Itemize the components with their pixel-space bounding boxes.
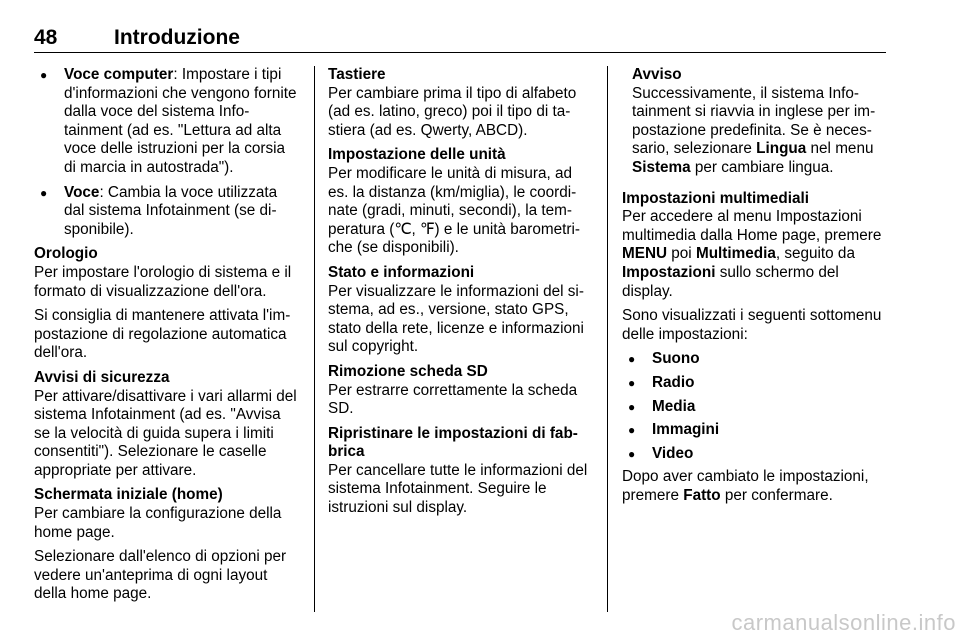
note-box [632, 66, 888, 178]
list-item [34, 66, 300, 178]
column-1 [34, 66, 300, 610]
text-run: nel menu [806, 140, 874, 158]
note-text [632, 85, 888, 178]
section-sd [328, 363, 594, 419]
text-run: , seguito da [775, 245, 855, 263]
menu-item-label: Suono [652, 350, 700, 368]
list-item [622, 445, 888, 464]
text-run: MENU [622, 245, 668, 263]
text-run: Fatto [683, 486, 721, 504]
section-heading: Avvisi di sicurezza [34, 368, 170, 386]
text-run: poi [667, 245, 696, 263]
bullet-text: : Cambia la voce utilizzata dal sistema Infotainment (se disponibile). [64, 183, 278, 238]
paragraph: Sono visualizzati i seguenti sottomenu delle impostazioni: [622, 307, 882, 343]
list-item [622, 350, 888, 369]
section-heading: Stato e informazioni [328, 263, 475, 281]
voice-bullet-list [34, 66, 300, 239]
text-run: Successivamente, il sistema Infotainment si riavvia in inglese per impostazione predefinita. Se è necessario, selezionare [632, 84, 876, 158]
note-heading: Avviso [632, 66, 682, 83]
bullet-term: Voce [64, 183, 100, 201]
paragraph [622, 468, 888, 505]
menu-item-label: Media [652, 397, 696, 415]
list-item [622, 374, 888, 393]
text-run: per confermare. [720, 486, 833, 504]
paragraph: Per cambiare la configurazione della home page. [34, 505, 282, 541]
text-run: Per accedere al menu Impostazioni multimedia dalla Home page, premere [622, 208, 882, 244]
section-multimedia [622, 190, 888, 506]
paragraph: Selezionare dall'elenco di opzioni per vedere un'anteprima di ogni layout della home page. [34, 548, 287, 603]
list-item [622, 421, 888, 440]
text-run: Dopo aver cambiato le impostazioni, premere [622, 468, 869, 504]
section-avvisi [34, 369, 300, 481]
column-divider [314, 66, 315, 612]
watermark: carmanualsonline.info [731, 610, 956, 635]
text-run: sullo schermo del display. [622, 263, 839, 300]
text-run: Sistema [632, 158, 691, 176]
list-item [34, 184, 300, 240]
section-unita [328, 146, 594, 258]
paragraph: Per cambiare prima il tipo di alfabeto (ad es. latino, greco) poi il tipo di tastiera (ad es. Qwerty, ABCD). [328, 84, 577, 139]
section-heading: Rimozione scheda SD [328, 362, 488, 380]
text-run: Impostazioni [622, 263, 716, 281]
section-heading: Impostazione delle unità [328, 146, 506, 164]
page-title: Introduzione [114, 26, 240, 49]
menu-item-label: Radio [652, 373, 695, 391]
menu-item-label: Video [652, 444, 694, 462]
paragraph: Per modificare le unità di misura, ad es. la distanza (km/miglia), le coordinate (gradi, minuti, secondi), la temperatura (℃, ℉) e le unità barometriche (se disponibili). [328, 164, 580, 257]
section-heading: Ripristinare le impostazioni di fabbrica [328, 424, 578, 461]
submenu-list [622, 350, 888, 463]
page-header [34, 26, 886, 53]
section-heading: Tastiere [328, 66, 386, 83]
column-3 [622, 66, 888, 511]
section-tastiere [328, 66, 594, 140]
list-item [622, 398, 888, 417]
paragraph: Per attivare/disattivare i vari allarmi del sistema Infotainment (ad es. "Avvisa se la velocità di guida supera i limiti consentiti"). Selezionare le caselle appropriate per attivare. [34, 387, 297, 479]
section-heading: Orologio [34, 245, 98, 263]
paragraph [622, 208, 888, 301]
menu-item-label: Immagini [652, 421, 720, 439]
section-home [34, 486, 300, 604]
section-reset [328, 425, 594, 518]
bullet-text: : Impostare i tipi d'informazioni che vengono fornite dalla voce del sistema Infotainment (ad es. "Lettura ad alta voce delle istruzioni per la corsia di marcia in autostrada"). [64, 66, 297, 176]
column-2 [328, 66, 594, 524]
section-stato [328, 264, 594, 357]
paragraph: Per visualizzare le informazioni del sistema, ad es., versione, stato GPS, stato della rete, licenze e informazioni sul copyright. [328, 282, 584, 356]
paragraph: Per impostare l'orologio di sistema e il formato di visualizzazione dell'ora. [34, 263, 292, 300]
paragraph: Per estrarre correttamente la scheda SD. [328, 381, 578, 418]
text-run: Multimedia [695, 245, 776, 263]
column-divider [607, 66, 608, 612]
text-run: Lingua [756, 140, 807, 158]
section-heading: Impostazioni multimediali [622, 189, 809, 207]
page-number: 48 [34, 26, 58, 49]
bullet-term: Voce computer [64, 66, 174, 83]
paragraph: Si consiglia di mantenere attivata l'impostazione di regolazione automatica dell'ora. [34, 307, 291, 362]
text-run: per cambiare lingua. [690, 158, 834, 176]
paragraph: Per cancellare tutte le informazioni del sistema Infotainment. Seguire le istruzioni sul display. [328, 461, 588, 517]
section-heading: Schermata iniziale (home) [34, 486, 223, 504]
section-orologio [34, 245, 300, 363]
